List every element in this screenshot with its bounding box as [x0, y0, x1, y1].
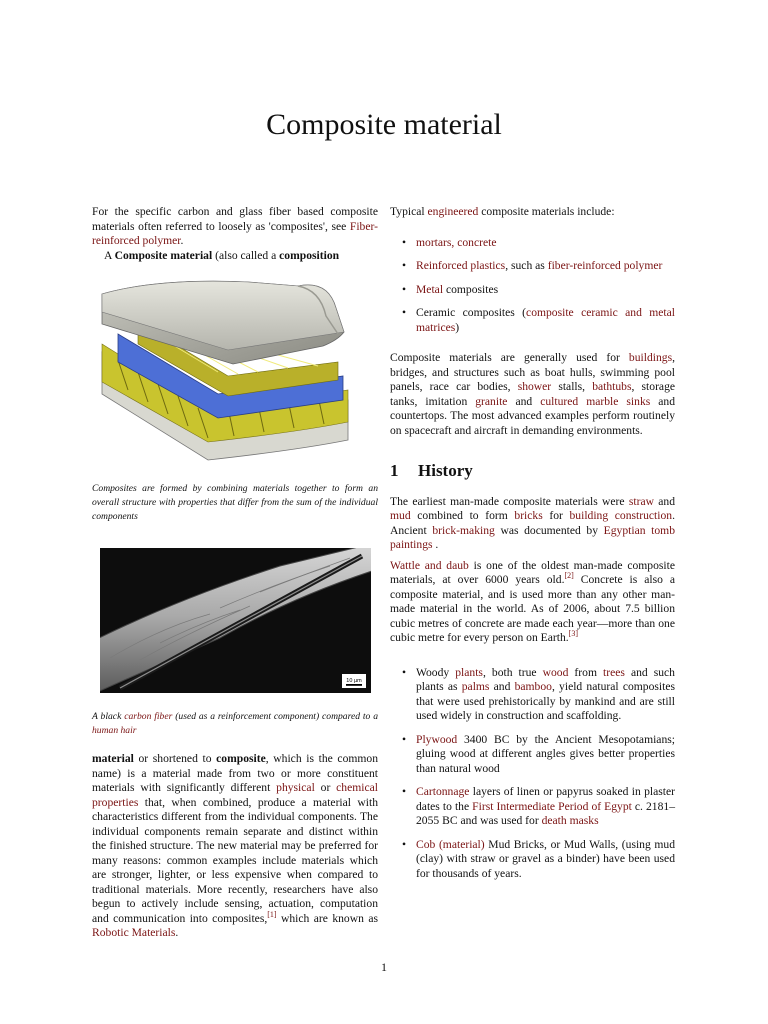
gen-text: stalls, [551, 380, 593, 393]
section-number: 1 [390, 461, 399, 480]
right-column [390, 205, 675, 881]
hist-text: and [653, 494, 675, 508]
cultured-marble-sinks-link[interactable]: cultured marble sinks [540, 394, 651, 408]
building-construction-link[interactable]: building construction [569, 509, 673, 522]
page-number: 1 [381, 960, 387, 974]
bamboo-link[interactable]: bamboo [514, 680, 552, 693]
plywood-link[interactable]: Plywood [416, 732, 458, 746]
list-item [390, 785, 675, 829]
gen-text: Composite materials are generally used for [390, 351, 629, 364]
def-text-3: or [314, 781, 337, 794]
list-text: Mud Bricks, or Mud Walls, (using mud (clay) with straw or gravel as a binder) have been used for thousands of years. [416, 837, 675, 880]
lead-text-2: (also called a [212, 248, 280, 262]
def-text-5: which are known as [276, 911, 378, 925]
list-text: c. 2181–2055 BC and was used for [416, 799, 675, 827]
list-text: layers of linen or papyrus soaked in plaster dates to the [416, 785, 675, 813]
gen-text: and countertops. The most advanced examples perform routinely on spacecraft and aircraft in demanding environments. [390, 394, 675, 437]
reinforced-plastics-link[interactable]: Reinforced plastics [416, 259, 506, 272]
composite-term: composite [216, 752, 266, 765]
def-text-2: , which is the common name) is a material made from two or more constituent materials with significantly different [92, 752, 378, 794]
carbon-fiber-link[interactable]: carbon fiber [124, 711, 173, 722]
definition-paragraph [92, 752, 378, 941]
list-text: 3400 BC by the Ancient Mesopotamians; gluing wood at different angles gives better properties than natural wood [416, 732, 675, 775]
composite-layers-illustration [98, 272, 358, 462]
section-title: History [418, 461, 473, 480]
list-item [390, 838, 675, 882]
list-text: from [568, 665, 604, 679]
egyptian-tomb-paintings-link[interactable]: Egyptian tomb paintings [390, 523, 675, 551]
typical-text: Typical [390, 205, 428, 218]
robotic-materials-link[interactable]: Robotic Materials [92, 926, 176, 939]
hist-text: combined to form [410, 509, 515, 522]
lead-text: A [104, 248, 115, 262]
buildings-link[interactable]: buildings [628, 351, 673, 364]
list-text: and [489, 680, 515, 693]
ref-1-link[interactable]: [1] [267, 909, 277, 919]
list-text: composites [443, 282, 499, 296]
gen-text: and [507, 394, 541, 408]
composite-layers-figure [98, 272, 358, 462]
gen-text: , storage tanks, imitation [390, 380, 676, 408]
wood-link[interactable]: wood [542, 665, 569, 679]
figure2-caption-text-2: (used as a reinforcement component) compared to a [172, 711, 378, 722]
list-text: Ceramic composites ( [416, 306, 527, 319]
hatnote-end: . [180, 234, 184, 247]
def-text-6: . [175, 926, 179, 939]
chemical-properties-link[interactable]: chemical properties [92, 781, 378, 809]
death-masks-link[interactable]: death masks [541, 814, 599, 827]
straw-link[interactable]: straw [628, 494, 654, 508]
hist-text: . [432, 538, 439, 551]
wattle-text: Concrete is also a composite material, and is used more than any other man-made material in the world. As of 2006, about 7.5 billion cubic metres of concrete are made each year—more than one cubic metre for every person on Earth. [390, 573, 675, 644]
history-list [390, 666, 675, 882]
bricks-link[interactable]: bricks [514, 509, 543, 522]
figure1-caption: Composites are formed by combining materials together to form an overall structure with properties that differ from the sum of the individual components [92, 483, 378, 522]
list-text: ) [455, 320, 460, 334]
mud-link[interactable]: mud [390, 509, 411, 522]
cob-material-link[interactable]: Cob (material) [416, 837, 485, 851]
composite-types-list [390, 236, 675, 336]
typical-intro [390, 205, 675, 220]
list-item [390, 666, 675, 724]
engineered-link[interactable]: engineered [427, 205, 479, 218]
scale-bar-label: 10 µm [346, 678, 362, 684]
history-heading [390, 461, 675, 480]
carbon-fiber-sem-figure [100, 548, 371, 693]
lead-bold-term-2: composition [279, 248, 340, 262]
list-item [390, 236, 675, 251]
list-item [390, 283, 675, 298]
lead-bold-term: Composite material [114, 248, 213, 262]
page-title: Composite material [266, 108, 502, 141]
hist-text: . Ancient [390, 509, 675, 537]
earliest-paragraph [390, 495, 675, 553]
fiber-reinforced-polymer-link[interactable]: Fiber-reinforced polymer [92, 219, 378, 247]
trees-link[interactable]: trees [603, 665, 625, 679]
hist-text: for [542, 509, 570, 522]
left-intro-block [92, 205, 378, 263]
wattle-text: is one of the oldest man-made composite materials, at over 6000 years old. [390, 558, 675, 586]
physical-link[interactable]: physical [276, 781, 315, 794]
wattle-paragraph [390, 559, 675, 646]
list-text: and such plants as [416, 665, 675, 693]
first-intermediate-period-link[interactable]: First Intermediate Period of Egypt [472, 799, 632, 813]
gen-text: , bridges, and structures such as boat hulls, swimming pool panels, race car bodies, [390, 351, 675, 393]
list-item [390, 733, 675, 777]
human-hair-link[interactable]: human hair [92, 725, 137, 736]
carbon-fiber-sem-image [100, 548, 371, 693]
shower-link[interactable]: shower [517, 380, 552, 393]
cartonnage-link[interactable]: Cartonnage [416, 785, 470, 798]
list-text: , such as [505, 259, 548, 272]
granite-link[interactable]: granite [475, 394, 508, 408]
hatnote [92, 205, 378, 249]
list-text: Woody [416, 665, 456, 679]
hist-text: The earliest man-made composite materials were [390, 494, 629, 508]
list-item [390, 259, 675, 274]
figure2-caption-text: A black [92, 711, 125, 722]
lead-paragraph [92, 249, 378, 264]
list-text: , yield natural composites that were used prehistorically by mankind and are still used widely in construction and scaffolding. [416, 680, 675, 722]
palms-link[interactable]: palms [461, 680, 490, 693]
ref-2-link[interactable]: [2] [564, 571, 574, 581]
figure1-caption-block [92, 482, 378, 524]
def-text-4: that, when combined, produce a material with characteristics different from the individual components. The individual components remain separate and distinct within the finished structure. The new material may be preferred for many reasons: common examples include materials which are stronger, lighter, or less expensive when compared to traditional materials. More recently, researchers have also begun to actively include sensing, actuation, computation and communication into composites, [92, 795, 378, 925]
hatnote-text: For the specific carbon and glass fiber based composite materials often referred to loosely as 'composites', see [92, 205, 378, 233]
ref-3-link[interactable]: [3] [568, 629, 578, 639]
material-term: material [92, 752, 134, 765]
generally-paragraph [390, 351, 675, 438]
figure2-caption [92, 710, 378, 738]
def-text-1: or shortened to [133, 752, 217, 765]
brick-making-link[interactable]: brick-making [432, 523, 495, 537]
list-item [390, 306, 675, 335]
typical-text-2: composite materials include: [478, 205, 615, 218]
list-text: , both true [482, 665, 543, 679]
mortars-concrete-link[interactable]: mortars, concrete [416, 235, 497, 249]
composite-ceramic-link[interactable]: composite ceramic and metal matrices [416, 306, 675, 334]
plants-link[interactable]: plants [455, 665, 483, 679]
definition-block [92, 752, 378, 941]
figure2-caption-block [92, 710, 378, 738]
hist-text: was documented by [494, 523, 604, 537]
bathtubs-link[interactable]: bathtubs [592, 380, 632, 393]
wattle-and-daub-link[interactable]: Wattle and daub [390, 558, 469, 572]
metal-link[interactable]: Metal [416, 282, 444, 296]
fiber-reinforced-polymer-link-2[interactable]: fiber-reinforced polymer [547, 259, 663, 272]
